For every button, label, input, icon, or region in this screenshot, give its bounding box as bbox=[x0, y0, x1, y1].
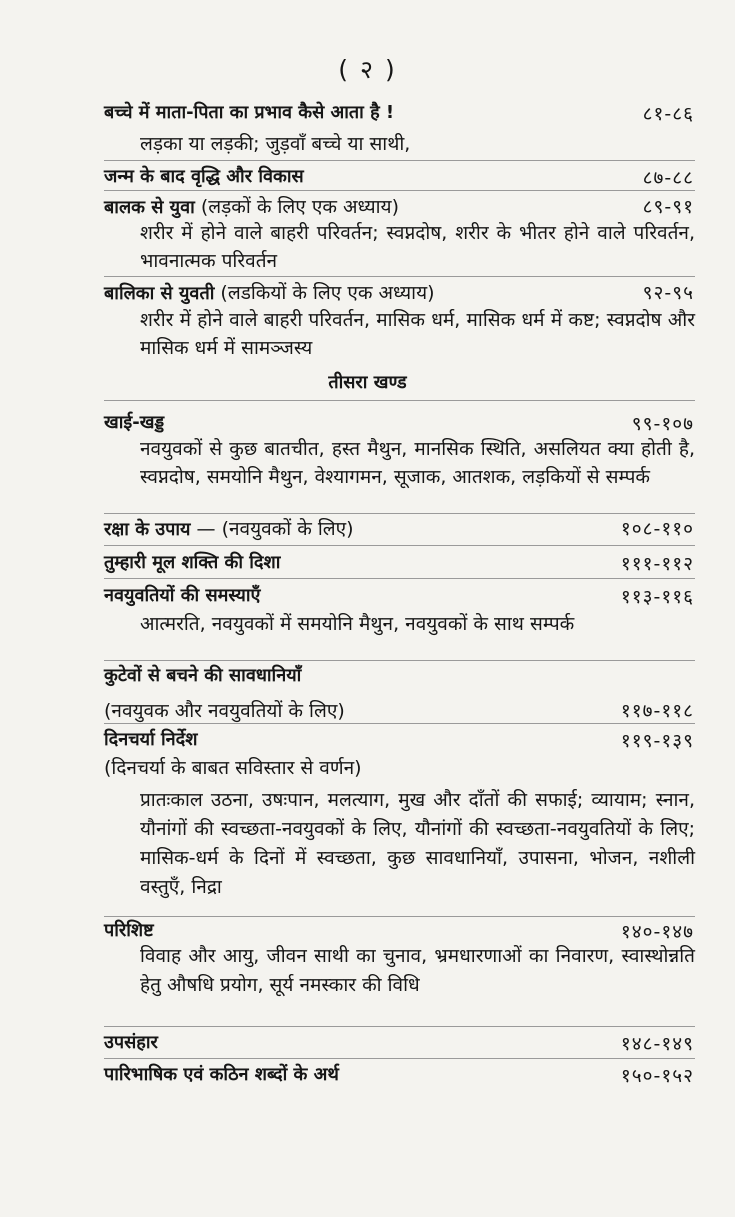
entry-title: पारिभाषिक एवं कठिन शब्दों के अर्थ bbox=[104, 1064, 339, 1085]
entry-title: बालक से युवा bbox=[104, 197, 195, 218]
entry-title: नवयुवतियों की समस्याएँ bbox=[104, 585, 261, 606]
entry-title: उपसंहार bbox=[104, 1032, 158, 1053]
divider bbox=[104, 276, 695, 277]
entry-pages: ९२-९५ bbox=[642, 282, 694, 304]
entry-title: दिनचर्या निर्देश bbox=[104, 729, 198, 750]
entry-pages: ८९-९१ bbox=[642, 196, 694, 218]
entry-description: आत्मरति, नवयुवकों में समयोनि मैथुन, नवयुवकों के साथ सम्पर्क bbox=[140, 613, 575, 635]
divider bbox=[104, 545, 695, 546]
entry-pages: १०८-११० bbox=[620, 518, 694, 540]
entry-description: विवाह और आयु, जीवन साथी का चुनाव, भ्रमधारणाओं का निवारण, स्वास्थोन्नति हेतु औषधि प्रयोग, सूर्य नमस्कार की विधि bbox=[140, 945, 695, 996]
entry-pages: ९९-१०७ bbox=[631, 413, 694, 435]
entry-subline: (दिनचर्या के बाबत सविस्तार से वर्णन) bbox=[104, 757, 362, 779]
entry-title: तुम्हारी मूल शक्ति की दिशा bbox=[104, 552, 281, 573]
entry-title: परिशिष्ट bbox=[104, 920, 154, 941]
entry-title: जन्म के बाद वृद्धि और विकास bbox=[104, 166, 304, 187]
entry-pages: १४०-१४७ bbox=[620, 921, 694, 943]
entry-title-note: (लड़कों के लिए एक अध्याय) bbox=[200, 196, 399, 218]
divider bbox=[104, 723, 695, 724]
entry-title: खाई-खड्ड bbox=[104, 412, 165, 433]
divider bbox=[104, 916, 695, 917]
entry-description: शरीर में होने वाले बाहरी परिवर्तन, मासिक धर्म, मासिक धर्म में कष्ट; स्वप्नदोष और मासिक धर्म में सामञ्जस्य bbox=[140, 309, 695, 359]
entry-title-group bbox=[104, 193, 399, 219]
entry-title: कुटेवों से बचने की सावधानियाँ bbox=[104, 665, 302, 686]
entry-title: बालिका से युवती bbox=[104, 283, 215, 304]
entry-pages: ११७-११८ bbox=[620, 700, 694, 722]
entry-pages: १११-११२ bbox=[620, 553, 694, 575]
entry-pages: १४८-१४९ bbox=[620, 1033, 694, 1055]
entry-pages: १५०-१५२ bbox=[620, 1065, 694, 1087]
entry-title-group bbox=[104, 515, 354, 541]
divider bbox=[104, 578, 695, 579]
page-number: ( २ ) bbox=[338, 55, 397, 84]
entry-description: शरीर में होने वाले बाहरी परिवर्तन; स्वप्नदोष, शरीर के भीतर होने वाले परिवर्तन, भावनात्मक परिवर्तन bbox=[140, 222, 695, 272]
entry-title-note: — (नवयुवकों के लिए) bbox=[196, 518, 354, 540]
divider bbox=[104, 513, 695, 514]
divider bbox=[104, 400, 695, 401]
divider bbox=[104, 1026, 695, 1027]
divider bbox=[104, 160, 695, 161]
divider bbox=[104, 190, 695, 191]
entry-pages: ८७-८८ bbox=[642, 167, 694, 189]
entry-description: लड़का या लड़की; जुड़वाँ बच्चे या साथी, bbox=[140, 133, 411, 155]
entry-title-note: (लडकियों के लिए एक अध्याय) bbox=[220, 282, 435, 304]
entry-description: नवयुवकों से कुछ बातचीत, हस्त मैथुन, मानसिक स्थिति, असलियत क्या होती है, स्वप्नदोष, समयोनि मैथुन, वेश्यागमन, सूजाक, आतशक, लड़कियों से सम्पर्क bbox=[140, 438, 695, 488]
entry-description: प्रातःकाल उठना, उषःपान, मलत्याग, मुख और दाँतों की सफाई; व्यायाम; स्नान, यौनांगों की स्वच्छता-नवयुवकों के लिए, यौनांगों की स्वच्छता-नवयुवतियों के लिए; मासिक-धर्म के दिनों में स्वच्छता, कुछ सावधानियाँ, उपासना, भोजन, नशीली वस्तुएँ, निद्रा bbox=[140, 789, 695, 898]
section-heading: तीसरा खण्ड bbox=[328, 372, 407, 393]
divider bbox=[104, 1058, 695, 1059]
entry-title: बच्चे में माता-पिता का प्रभाव कैसे आता है ! bbox=[104, 102, 395, 123]
entry-subline: (नवयुवक और नवयुवतियों के लिए) bbox=[104, 700, 345, 722]
entry-pages: ८१-८६ bbox=[642, 103, 694, 125]
entry-pages: ११३-११६ bbox=[620, 586, 694, 608]
divider bbox=[104, 660, 695, 661]
entry-pages: ११९-१३९ bbox=[620, 730, 694, 752]
entry-title: रक्षा के उपाय bbox=[104, 519, 191, 540]
entry-title-group bbox=[104, 279, 435, 305]
